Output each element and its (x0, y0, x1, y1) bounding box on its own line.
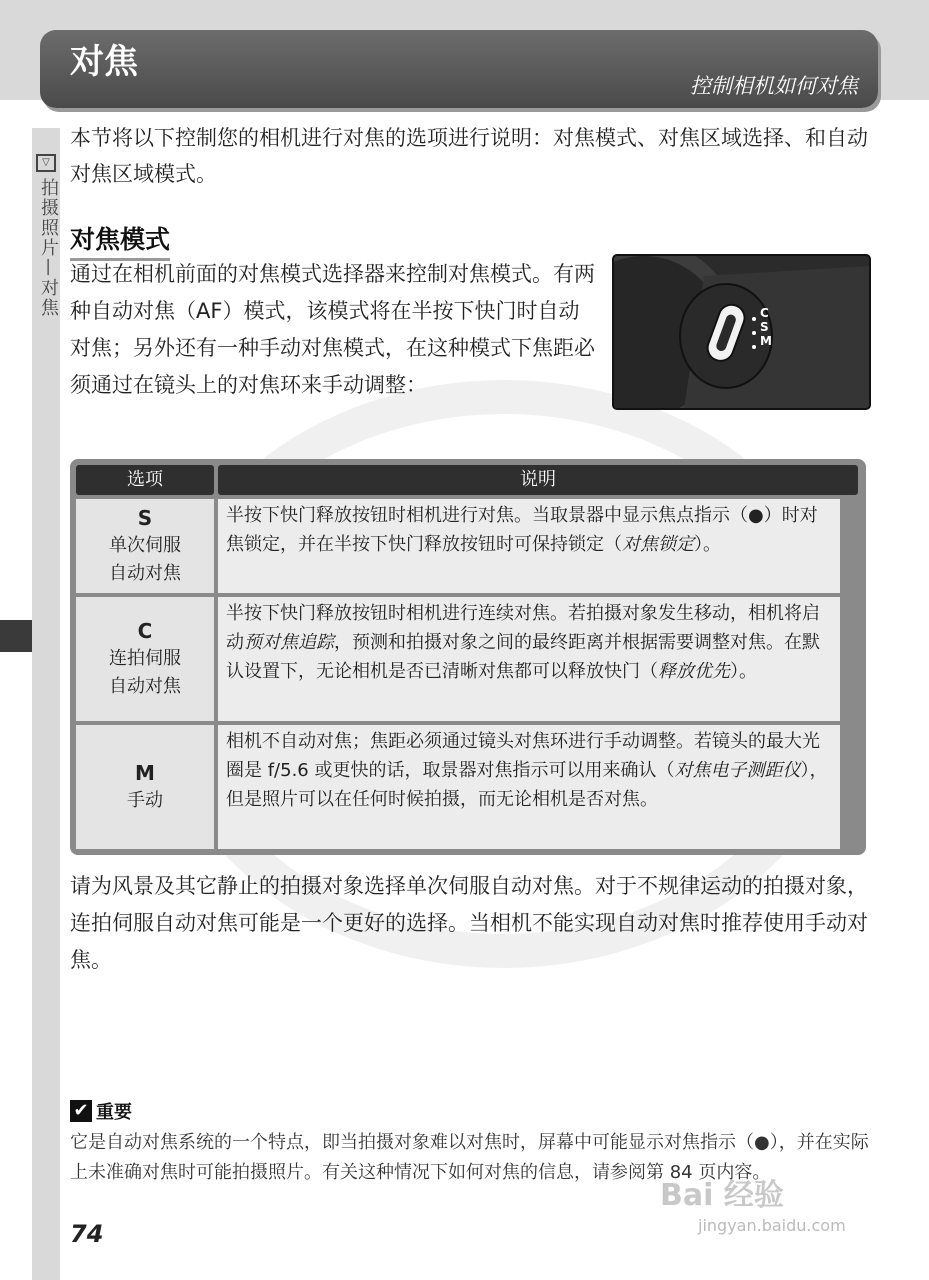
check-icon: ✔ (70, 1100, 92, 1122)
section-heading: 对焦模式 (70, 220, 170, 261)
important-note-body: 它是自动对焦系统的一个特点，即当拍摄对象难以对焦时，屏幕中可能显示对焦指示（●），并在实际上未准确对焦时可能拍摄照片。有关这种情况下如何对焦的信息，请参阅第 84 页内容。 (70, 1132, 869, 1183)
option-code: M (135, 761, 155, 785)
section-paragraph: 通过在相机前面的对焦模式选择器来控制对焦模式。有两种自动对焦（AF）模式，该模式将在半按下快门时自动对焦；另外还有一种手动对焦模式，在这种模式下焦距必须通过在镜头上的对焦环来手动调整： (70, 262, 595, 397)
important-label: 重要 (96, 1102, 132, 1123)
description-text: ）。 (730, 661, 757, 682)
mode-labels (760, 306, 772, 348)
table-header-option: 选项 (76, 465, 214, 495)
mode-label-m: M (760, 334, 772, 348)
important-note-heading (70, 1098, 132, 1124)
description-text: 半按下快门释放按钮时相机进行对焦。当取景器中显示焦点指示（●）时对焦锁定，并在半按下快门释放按钮时可保持锁定（ (226, 505, 818, 555)
option-name: 自动对焦 (109, 676, 181, 697)
description-emphasis: 对焦锁定 (622, 534, 694, 555)
table-row (76, 597, 858, 721)
camera-icon: ▽ (36, 154, 56, 172)
description-text: 半按下快门释放按钮时相机进行连续对焦。若拍摄对象发生移动，相机将启动 (226, 603, 820, 653)
description-emphasis: 对焦电子测距仪 (674, 760, 801, 781)
focus-mode-table (70, 459, 866, 855)
option-name: 连拍伺服 (109, 648, 181, 669)
watermark-brand: Bai 经验 (660, 1178, 784, 1213)
chapter-label: 拍摄照片—对焦 (38, 178, 59, 318)
description-emphasis: 预对焦追踪 (244, 632, 334, 653)
description-cell (218, 725, 840, 849)
watermark-url: jingyan.baidu.com (698, 1216, 846, 1235)
intro-paragraph: 本节将以下控制您的相机进行对焦的选项进行说明：对焦模式、对焦区域选择、和自动对焦区域模式。 (70, 126, 868, 186)
page-number: 74 (70, 1220, 104, 1248)
option-cell (76, 597, 214, 721)
description-text: ，预测和拍摄对象之间的最终距离并根据需要调整对焦。在默认设置下，无论相机是否已清晰对焦都可以释放快门（ (226, 632, 820, 682)
focus-mode-selector-figure (612, 254, 871, 410)
option-code: S (137, 506, 153, 530)
recommendation-paragraph: 请为风景及其它静止的拍摄对象选择单次伺服自动对焦。对于不规律运动的拍摄对象，连拍伺服自动对焦可能是一个更好的选择。当相机不能实现自动对焦时推荐使用手动对焦。 (70, 874, 868, 972)
table-header-description: 说明 (218, 465, 858, 495)
description-text: ）。 (694, 534, 721, 555)
option-code: C (137, 619, 153, 643)
mode-label-s: S (760, 320, 769, 334)
description-text: 相机不自动对焦；焦距必须通过镜头对焦环进行手动调整。若镜头的最大光圈是 f/5.6 或更快的话，取景器对焦指示可以用来确认（ (226, 731, 820, 781)
table-row (76, 725, 858, 849)
description-text: ），但是照片可以在任何时候拍摄，而无论相机是否对焦。 (226, 760, 828, 810)
camera-illustration (614, 256, 869, 408)
mode-label-c: C (760, 306, 769, 320)
option-cell (76, 499, 214, 593)
chapter-sidebar (32, 128, 60, 1280)
option-name: 单次伺服 (109, 535, 181, 556)
table-row (76, 499, 858, 593)
chapter-tab-marker (0, 620, 32, 652)
description-cell (218, 499, 840, 593)
option-name: 自动对焦 (109, 563, 181, 584)
option-name: 手动 (127, 790, 163, 811)
page-subtitle: 控制相机如何对焦 (690, 74, 858, 98)
description-emphasis: 释放优先 (658, 661, 730, 682)
option-cell (76, 725, 214, 849)
page-title: 对焦 (70, 42, 138, 82)
description-cell (218, 597, 840, 721)
chapter-header (40, 30, 878, 108)
